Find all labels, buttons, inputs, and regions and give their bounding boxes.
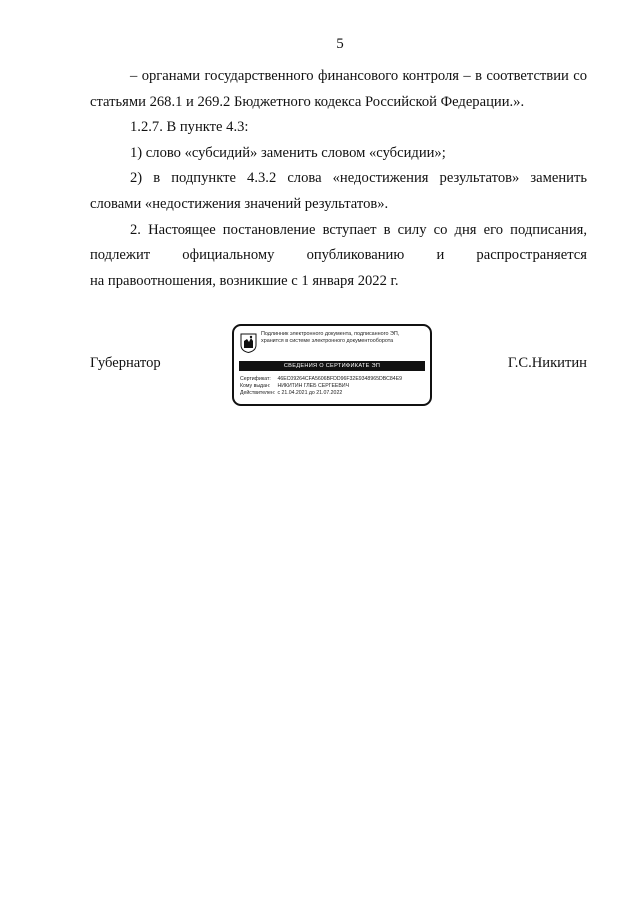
paragraph-effective-date-continued: на правоотношения, возникшие с 1 января 2022 г.: [90, 272, 399, 289]
certificate-label: Сертификат:: [240, 376, 271, 382]
paragraph-item-1-2-7: 1.2.7. В пункте 4.3:: [130, 119, 249, 136]
certificate-value: 46EC09264CFA5606BFDD96F32E9348965DBC84E9: [277, 376, 403, 382]
owner-label: Кому выдан:: [240, 383, 271, 390]
paragraph-effective-date: 2. Настоящее постановление вступает в силу со дня его подписания, подлежит официальному опубликованию и распространяется: [90, 221, 587, 264]
paragraph-subitem-1: 1) слово «субсидий» заменить словом «субсидии»;: [130, 144, 446, 161]
validity-label: Действителен:: [240, 390, 276, 397]
signer-name: Г.С.Никитин: [507, 355, 587, 371]
stamp-title-bar: СВЕДЕНИЯ О СЕРТИФИКАТЕ ЭП: [239, 361, 425, 371]
signature-block: [90, 324, 587, 410]
page-number: 5: [336, 36, 344, 52]
stamp-header-line-2: хранится в системе электронного документооборота: [261, 338, 394, 344]
stamp-header-line-1: Подлинник электронного документа, подписанного ЭП,: [261, 331, 400, 337]
owner-value: НИКИТИН ГЛЕБ СЕРГЕЕВИЧ: [277, 383, 350, 390]
coat-of-arms-icon: [240, 333, 257, 353]
validity-row: [240, 390, 430, 397]
stamp-details: [240, 376, 430, 398]
signer-position: Губернатор: [90, 355, 161, 371]
paragraph-control-bodies: – органами государственного финансового контроля – в соответствии со статьями 268.1 и 269.2 Бюджетного кодекса Российской Федерации.».: [90, 68, 587, 110]
validity-value: с 21.04.2021 до 21.07.2022: [277, 390, 343, 397]
stamp-header: [261, 331, 429, 345]
document-body: [90, 64, 587, 294]
paragraph-subitem-2: 2) в подпункте 4.3.2 слова «недостижения результатов» заменить словами «недостижения значений результатов».: [90, 170, 587, 212]
certificate-row: [240, 376, 430, 383]
electronic-signature-stamp: [232, 324, 432, 406]
